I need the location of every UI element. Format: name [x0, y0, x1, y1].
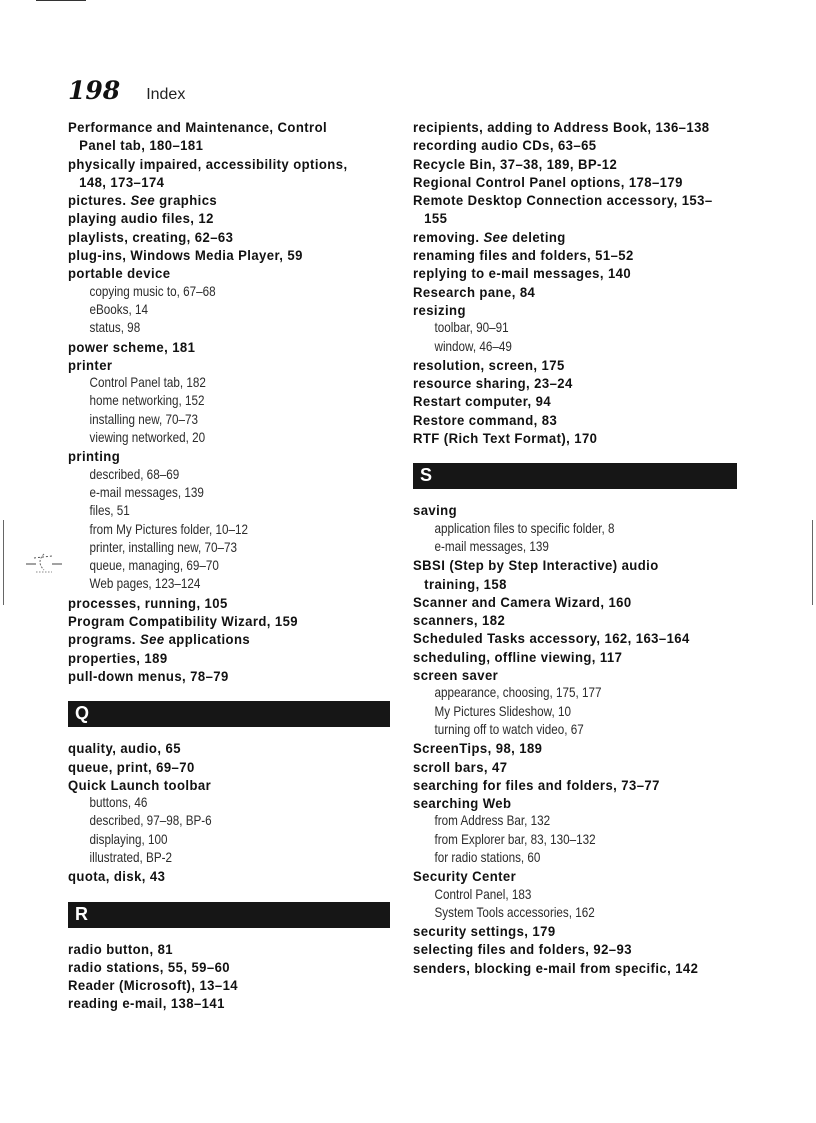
entry-text: searching for files and folders, 73–77 [413, 776, 660, 793]
index-subentry [413, 319, 692, 337]
index-subentry [68, 849, 345, 867]
index-entry [68, 264, 367, 282]
index-entry [68, 447, 367, 465]
entry-text: recipients, adding to Address Book, 136–138 [413, 119, 710, 135]
entry-text: Control Panel tab, 182 [89, 375, 206, 391]
index-subentry [68, 411, 345, 429]
entry-text: Restart computer, 94 [413, 393, 552, 410]
entry-text: SBSI (Step by Step Interactive) audio training, 158 [413, 557, 659, 592]
index-entry [413, 940, 714, 958]
entry-text: scheduling, offline viewing, 117 [413, 648, 623, 665]
index-entry [413, 118, 714, 136]
section-header [413, 463, 737, 489]
index-entry [413, 501, 714, 519]
index-subentry [68, 794, 345, 812]
entry-text: printer, installing new, 70–73 [89, 539, 238, 555]
entry-text: from My Pictures folder, 10–12 [89, 521, 249, 537]
index-entry [68, 594, 367, 612]
entry-text: scanners, 182 [413, 612, 506, 629]
see-reference: See [483, 228, 509, 245]
index-entry [413, 191, 714, 228]
index-entry [68, 338, 367, 356]
index-entry [413, 173, 714, 191]
entry-text: renaming files and folders, 51–52 [413, 247, 634, 264]
index-entry [413, 374, 714, 392]
index-subentry [413, 338, 692, 356]
entry-text: described, 68–69 [89, 466, 180, 482]
index-subentry [68, 301, 345, 319]
index-subentry [68, 429, 345, 447]
index-entry [413, 392, 714, 410]
index-subentry [68, 484, 345, 502]
entry-text: Quick Launch toolbar [68, 776, 212, 793]
entry-text: Reader (Microsoft), 13–14 [68, 977, 239, 994]
index-entry [68, 155, 367, 192]
index-entry [413, 556, 714, 593]
index-entry [413, 155, 714, 173]
section-letter: Q [75, 703, 90, 724]
entry-text: Scanner and Camera Wizard, 160 [413, 593, 632, 610]
index-subentry [413, 520, 692, 538]
index-entry [68, 356, 367, 374]
index-entry [413, 758, 714, 776]
entry-text: displaying, 100 [89, 831, 168, 847]
entry-text: pull-down menus, 78–79 [68, 667, 229, 684]
index-entry [68, 994, 367, 1012]
index-subentry [413, 684, 692, 702]
entry-text: physically impaired, accessibility options, 148, 173–174 [68, 155, 348, 190]
entry-text: Remote Desktop Connection accessory, 153–155 [413, 192, 713, 227]
entry-text: Research pane, 84 [413, 283, 536, 300]
entry-text: recording audio CDs, 63–65 [413, 137, 597, 154]
entry-text: from Address Bar, 132 [434, 813, 551, 829]
index-entry [413, 867, 714, 885]
entry-text: senders, blocking e-mail from specific, 142 [413, 959, 699, 976]
entry-text: Performance and Maintenance, Control Panel tab, 180–181 [68, 119, 328, 154]
entry-text: processes, running, 105 [68, 594, 228, 611]
entry-text: queue, managing, 69–70 [89, 558, 219, 574]
see-target: applications [168, 631, 251, 648]
right-crop-mark [812, 520, 813, 605]
index-column-left [68, 118, 390, 1013]
index-subentry [68, 374, 345, 392]
entry-text: printing [68, 448, 121, 465]
entry-text: files, 51 [89, 503, 130, 519]
index-column-right [413, 118, 737, 977]
entry-text: properties, 189 [68, 649, 168, 666]
entry-text: status, 98 [89, 320, 141, 336]
top-rule [36, 0, 86, 1]
entry-text: pictures. [68, 192, 127, 209]
registration-mark-icon [22, 548, 68, 576]
index-entry [413, 411, 714, 429]
entry-text: Restore command, 83 [413, 411, 558, 428]
index-entry [413, 922, 714, 940]
index-entry [68, 246, 367, 264]
index-entry [413, 666, 714, 684]
entry-text: saving [413, 502, 458, 519]
entry-text: installing new, 70–73 [89, 411, 199, 427]
entry-text: power scheme, 181 [68, 338, 196, 355]
entry-text: described, 97–98, BP-6 [89, 813, 212, 829]
entry-text: for radio stations, 60 [434, 849, 541, 865]
entry-text: resolution, screen, 175 [413, 356, 565, 373]
index-subentry [413, 703, 692, 721]
index-entry [413, 959, 714, 977]
entry-text: appearance, choosing, 175, 177 [434, 685, 602, 701]
index-entry [413, 611, 714, 629]
see-reference: See [130, 192, 156, 209]
entry-text: resizing [413, 301, 466, 318]
index-subentry [413, 812, 692, 830]
index-entry [68, 758, 367, 776]
index-entry [413, 593, 714, 611]
entry-text: toolbar, 90–91 [434, 320, 509, 336]
index-entry [68, 630, 367, 648]
entry-text: home networking, 152 [89, 393, 205, 409]
entry-text: Security Center [413, 868, 517, 885]
index-entry [68, 118, 367, 155]
entry-text: playlists, creating, 62–63 [68, 228, 234, 245]
entry-text: reading e-mail, 138–141 [68, 995, 225, 1012]
entry-text: radio stations, 55, 59–60 [68, 958, 231, 975]
index-subentry [68, 283, 345, 301]
entry-text: Control Panel, 183 [434, 886, 532, 902]
entry-text: replying to e-mail messages, 140 [413, 265, 632, 282]
left-crop-mark [3, 520, 4, 605]
entry-text: System Tools accessories, 162 [434, 904, 595, 920]
entry-text: from Explorer bar, 83, 130–132 [434, 831, 596, 847]
index-subentry [413, 831, 692, 849]
section-header [68, 902, 390, 928]
index-entry [413, 228, 714, 246]
entry-text: e-mail messages, 139 [434, 538, 549, 554]
index-entry [68, 940, 367, 958]
entry-text: copying music to, 67–68 [89, 283, 216, 299]
entry-text: Program Compatibility Wizard, 159 [68, 613, 299, 630]
index-entry [413, 429, 714, 447]
index-entry [68, 191, 367, 209]
entry-text: eBooks, 14 [89, 301, 148, 317]
section-header [68, 701, 390, 727]
index-entry [68, 612, 367, 630]
index-entry [68, 867, 367, 885]
entry-text: quota, disk, 43 [68, 868, 166, 885]
section-letter: R [75, 903, 88, 924]
index-entry [68, 958, 367, 976]
entry-text: scroll bars, 47 [413, 758, 508, 775]
index-entry [413, 648, 714, 666]
index-entry [413, 794, 714, 812]
entry-text: My Pictures Slideshow, 10 [434, 703, 571, 719]
section-letter: S [420, 465, 433, 486]
entry-text: application files to specific folder, 8 [434, 520, 615, 536]
entry-text: RTF (Rich Text Format), 170 [413, 430, 598, 447]
see-target: graphics [159, 192, 218, 209]
index-entry [68, 649, 367, 667]
index-subentry [413, 538, 692, 556]
entry-text: Web pages, 123–124 [89, 576, 201, 592]
index-entry [68, 209, 367, 227]
index-entry [68, 739, 367, 757]
index-entry [68, 667, 367, 685]
index-subentry [68, 575, 345, 593]
index-entry [413, 629, 714, 647]
index-entry [413, 776, 714, 794]
entry-text: searching Web [413, 795, 512, 812]
index-subentry [413, 886, 692, 904]
see-target: deleting [512, 228, 566, 245]
entry-text: playing audio files, 12 [68, 210, 214, 227]
index-subentry [68, 392, 345, 410]
page-number: 198 [68, 76, 121, 105]
page-header [68, 76, 185, 105]
index-subentry [68, 812, 345, 830]
entry-text: resource sharing, 23–24 [413, 375, 573, 392]
entry-text: window, 46–49 [434, 338, 512, 354]
entry-text: ScreenTips, 98, 189 [413, 740, 543, 757]
index-subentry [413, 904, 692, 922]
entry-text: plug-ins, Windows Media Player, 59 [68, 247, 303, 264]
entry-text: turning off to watch video, 67 [434, 721, 584, 737]
index-subentry [68, 557, 345, 575]
index-entry [68, 228, 367, 246]
entry-text: screen saver [413, 667, 499, 684]
index-entry [413, 136, 714, 154]
entry-text: removing. [413, 228, 480, 245]
index-subentry [68, 539, 345, 557]
index-subentry [413, 721, 692, 739]
index-subentry [68, 319, 345, 337]
index-entry [413, 356, 714, 374]
index-subentry [68, 831, 345, 849]
entry-text: Recycle Bin, 37–38, 189, BP-12 [413, 155, 618, 172]
index-entry [413, 739, 714, 757]
entry-text: viewing networked, 20 [89, 430, 206, 446]
index-entry [413, 283, 714, 301]
entry-text: quality, audio, 65 [68, 740, 181, 757]
index-subentry [68, 466, 345, 484]
entry-text: illustrated, BP-2 [89, 849, 173, 865]
entry-text: buttons, 46 [89, 795, 148, 811]
index-entry [413, 246, 714, 264]
entry-text: security settings, 179 [413, 923, 556, 940]
entry-text: queue, print, 69–70 [68, 758, 195, 775]
entry-text: e-mail messages, 139 [89, 484, 204, 500]
entry-text: printer [68, 356, 113, 373]
index-subentry [68, 502, 345, 520]
index-entry [413, 301, 714, 319]
index-entry [413, 264, 714, 282]
page-title: Index [146, 86, 186, 103]
entry-text: programs. [68, 631, 136, 648]
entry-text: Regional Control Panel options, 178–179 [413, 173, 683, 190]
index-subentry [413, 849, 692, 867]
index-entry [68, 976, 367, 994]
entry-text: radio button, 81 [68, 940, 174, 957]
entry-text: portable device [68, 265, 171, 282]
index-entry [68, 776, 367, 794]
entry-text: selecting files and folders, 92–93 [413, 941, 632, 958]
index-subentry [68, 521, 345, 539]
entry-text: Scheduled Tasks accessory, 162, 163–164 [413, 630, 690, 647]
see-reference: See [139, 631, 165, 648]
